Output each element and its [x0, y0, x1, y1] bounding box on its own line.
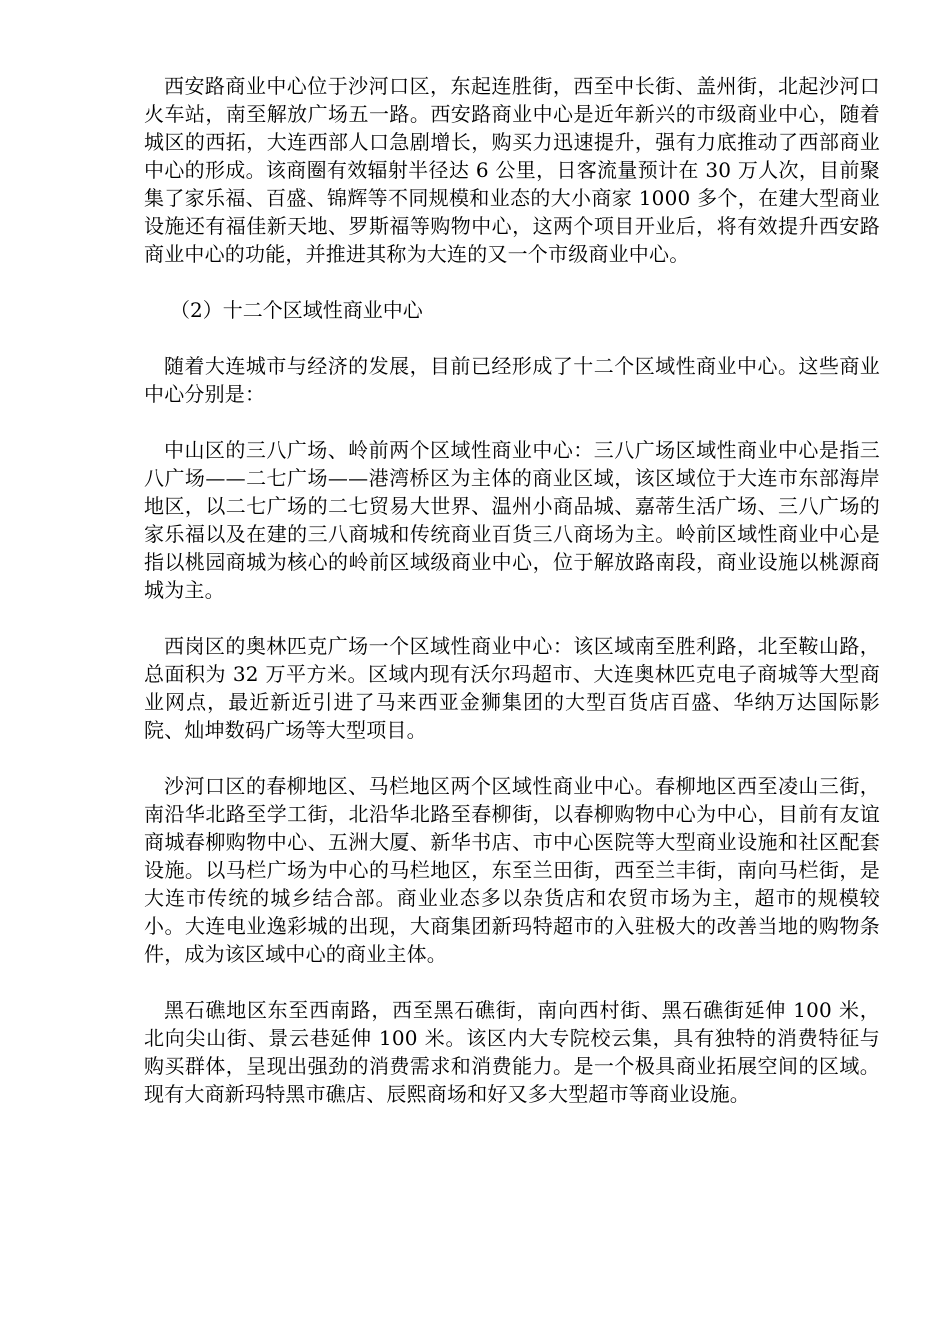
- paragraph-shahekou-district: 沙河口区的春柳地区、马栏地区两个区域性商业中心。春柳地区西至凌山三街，南沿华北路至学工街，北沿华北路至春柳街，以春柳购物中心为中心，目前有友谊商城春柳购物中心、五洲大厦、新华书店、市中心医院等大型商业设施和社区配套设施。以马栏广场为中心的马栏地区，东至兰田街，西至兰丰街，南向马栏街，是大连市传统的城乡结合部。商业业态多以杂货店和农贸市场为主，超市的规模较小。大连电业逸彩城的出现，大商集团新玛特超市的入驻极大的改善当地的购物条件，成为该区域中心的商业主体。: [144, 774, 880, 966]
- paragraph-xian-road-center: 西安路商业中心位于沙河口区，东起连胜街，西至中长街、盖州街，北起沙河口火车站，南至解放广场五一路。西安路商业中心是近年新兴的市级商业中心，随着城区的西拓，大连西部人口急剧增长，购买力迅速提升，强有力底推动了西部商业中心的形成。该商圈有效辐射半径达 6 公里，日客流量预计在 30 万人次，目前聚集了家乐福、百盛、锦辉等不同规模和业态的大小商家 1000 多个，在建大型商业设施还有福佳新天地、罗斯福等购物中心，这两个项目开业后，将有效提升西安路商业中心的功能，并推进其称为大连的又一个市级商业中心。: [144, 74, 880, 266]
- section-heading: （2）十二个区域性商业中心: [170, 298, 423, 322]
- paragraph-xigang-district: 西岗区的奥林匹克广场一个区域性商业中心：该区域南至胜利路，北至鞍山路，总面积为 32 万平方米。区域内现有沃尔玛超市、大连奥林匹克电子商城等大型商业网点，最近新近引进了马来西亚金狮集团的大型百货店百盛、华纳万达国际影院、灿坤数码广场等大型项目。: [144, 634, 880, 742]
- paragraph-intro: 随着大连城市与经济的发展，目前已经形成了十二个区域性商业中心。这些商业中心分别是：: [144, 354, 880, 406]
- paragraph-zhongshan-district: 中山区的三八广场、岭前两个区域性商业中心：三八广场区域性商业中心是指三八广场——二七广场——港湾桥区为主体的商业区域，该区域位于大连市东部海岸地区，以二七广场的二七贸易大世界、温州小商品城、嘉蒂生活广场、三八广场的家乐福以及在建的三八商城和传统商业百货三八商场为主。岭前区域性商业中心是指以桃园商城为核心的岭前区域级商业中心，位于解放路南段，商业设施以桃源商城为主。: [144, 438, 880, 602]
- paragraph-heishijiao-area: 黑石礁地区东至西南路，西至黑石礁街，南向西村街、黑石礁街延伸 100 米，北向尖山街、景云巷延伸 100 米。该区内大专院校云集，具有独特的消费特征与购买群体，呈现出强劲的消费需求和消费能力。是一个极具商业拓展空间的区域。现有大商新玛特黑市礁店、辰熙商场和好又多大型超市等商业设施。: [144, 998, 880, 1106]
- document-page: [144, 72, 880, 1136]
